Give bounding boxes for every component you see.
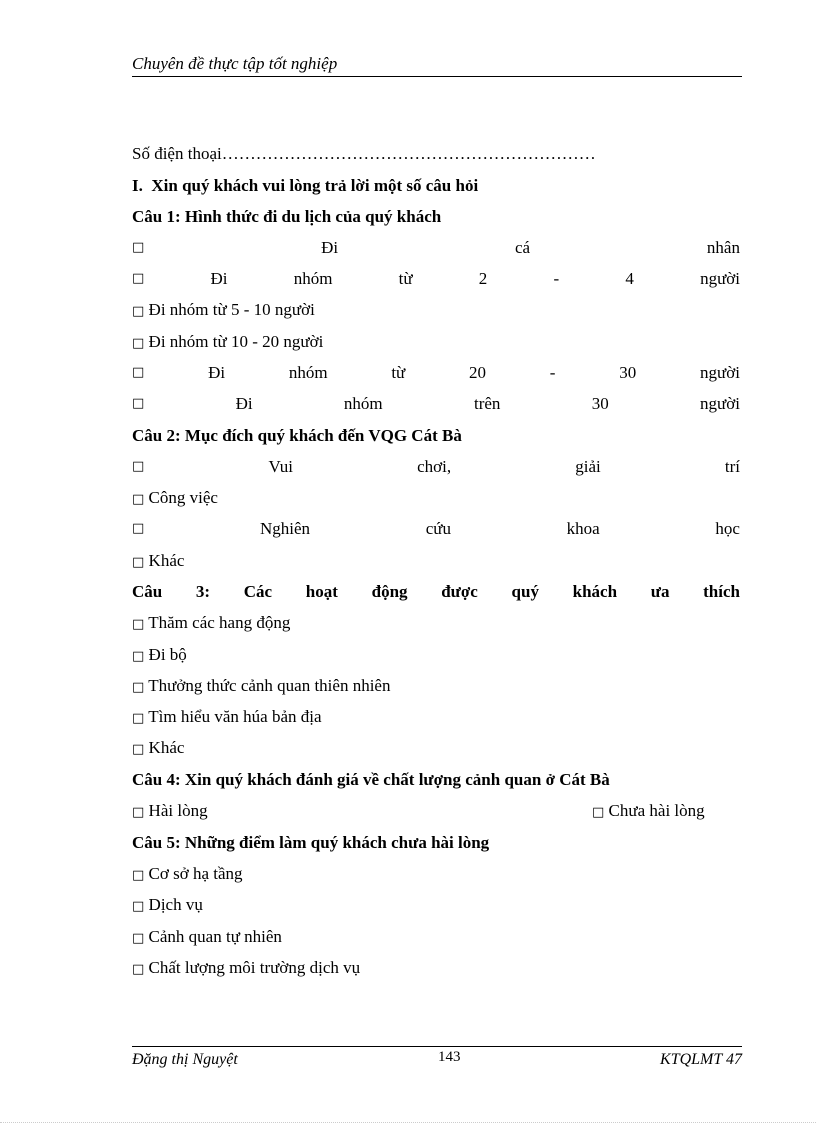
q5-option-4[interactable]: □ Chất lượng môi trường dịch vụ (132, 958, 361, 977)
question-5-title: Câu 5: Những điểm làm quý khách chưa hài lòng (132, 833, 490, 852)
checkbox-icon[interactable]: □ (132, 680, 145, 695)
q2-option-2[interactable]: □ Công việc (132, 488, 218, 507)
q4-option-2[interactable]: □ Chưa hài lòng (592, 801, 705, 820)
q2-option-3[interactable]: □ Nghiên cứu khoa học (132, 519, 740, 538)
header-title: Chuyên đề thực tập tốt nghiệp (132, 54, 338, 73)
checkbox-icon[interactable]: □ (132, 336, 145, 351)
checkbox-icon[interactable]: □ (132, 521, 145, 536)
checkbox-icon[interactable]: □ (132, 649, 145, 664)
q1-option-4[interactable]: □ Đi nhóm từ 10 - 20 người (132, 332, 324, 351)
q5-option-1[interactable]: □ Cơ sở hạ tầng (132, 864, 243, 883)
q1-option-3[interactable]: □ Đi nhóm từ 5 - 10 người (132, 300, 315, 319)
q3-option-4[interactable]: □ Tìm hiểu văn húa bản địa (132, 707, 322, 726)
section-heading: I. Xin quý khách vui lòng trả lời một số câu hỏi (132, 176, 479, 195)
q2-option-4[interactable]: □ Khác (132, 551, 185, 570)
checkbox-icon[interactable]: □ (132, 365, 145, 380)
checkbox-icon[interactable]: □ (132, 931, 145, 946)
q1-option-2[interactable]: □ Đi nhóm từ 2 - 4 người (132, 269, 740, 288)
page-header (132, 52, 742, 77)
q2-option-1[interactable]: □ Vui chơi, giải trí (132, 457, 740, 476)
checkbox-icon[interactable]: □ (132, 617, 145, 632)
q4-option-1[interactable]: □ Hài lòng (132, 801, 208, 820)
page-number: 143 (438, 1049, 461, 1065)
checkbox-icon[interactable]: □ (132, 711, 145, 726)
checkbox-icon[interactable]: □ (132, 240, 145, 255)
checkbox-icon[interactable]: □ (132, 899, 145, 914)
q1-option-6[interactable]: □ Đi nhóm trên 30 người (132, 394, 740, 413)
q1-option-1[interactable]: □ Đi cá nhân (132, 238, 740, 257)
page-footer (132, 1046, 742, 1073)
checkbox-icon[interactable]: □ (132, 459, 145, 474)
checkbox-icon[interactable]: □ (132, 742, 145, 757)
checkbox-icon[interactable]: □ (132, 868, 145, 883)
q5-option-2[interactable]: □ Dịch vụ (132, 895, 203, 914)
footer-author: Đặng thị Nguyệt (132, 1051, 238, 1068)
question-3-title: Câu 3: Các hoạt động được quý khách ưa thích (132, 582, 740, 601)
checkbox-icon[interactable]: □ (132, 304, 145, 319)
checkbox-icon[interactable]: □ (132, 271, 145, 286)
question-1-title: Câu 1: Hình thức đi du lịch của quý khách (132, 207, 442, 226)
checkbox-icon[interactable]: □ (132, 396, 145, 411)
checkbox-icon[interactable]: □ (132, 962, 145, 977)
q3-option-1[interactable]: □ Thăm các hang động (132, 613, 291, 632)
q3-option-5[interactable]: □ Khác (132, 738, 185, 757)
footer-class: KTQLMT 47 (660, 1051, 742, 1068)
checkbox-icon[interactable]: □ (132, 492, 145, 507)
checkbox-icon[interactable]: □ (132, 805, 145, 820)
q5-option-3[interactable]: □ Cảnh quan tự nhiên (132, 927, 282, 946)
question-4-title: Câu 4: Xin quý khách đánh giá về chất lượng cảnh quan ở Cát Bà (132, 770, 610, 789)
question-2-title: Câu 2: Mục đích quý khách đến VQG Cát Bà (132, 426, 462, 445)
checkbox-icon[interactable]: □ (592, 805, 605, 820)
phone-line: Số điện thoại………………………………………………………… (132, 144, 596, 163)
q3-option-3[interactable]: □ Thưởng thức cảnh quan thiên nhiên (132, 676, 391, 695)
checkbox-icon[interactable]: □ (132, 555, 145, 570)
q3-option-2[interactable]: □ Đi bộ (132, 645, 187, 664)
q1-option-5[interactable]: □ Đi nhóm từ 20 - 30 người (132, 363, 740, 382)
